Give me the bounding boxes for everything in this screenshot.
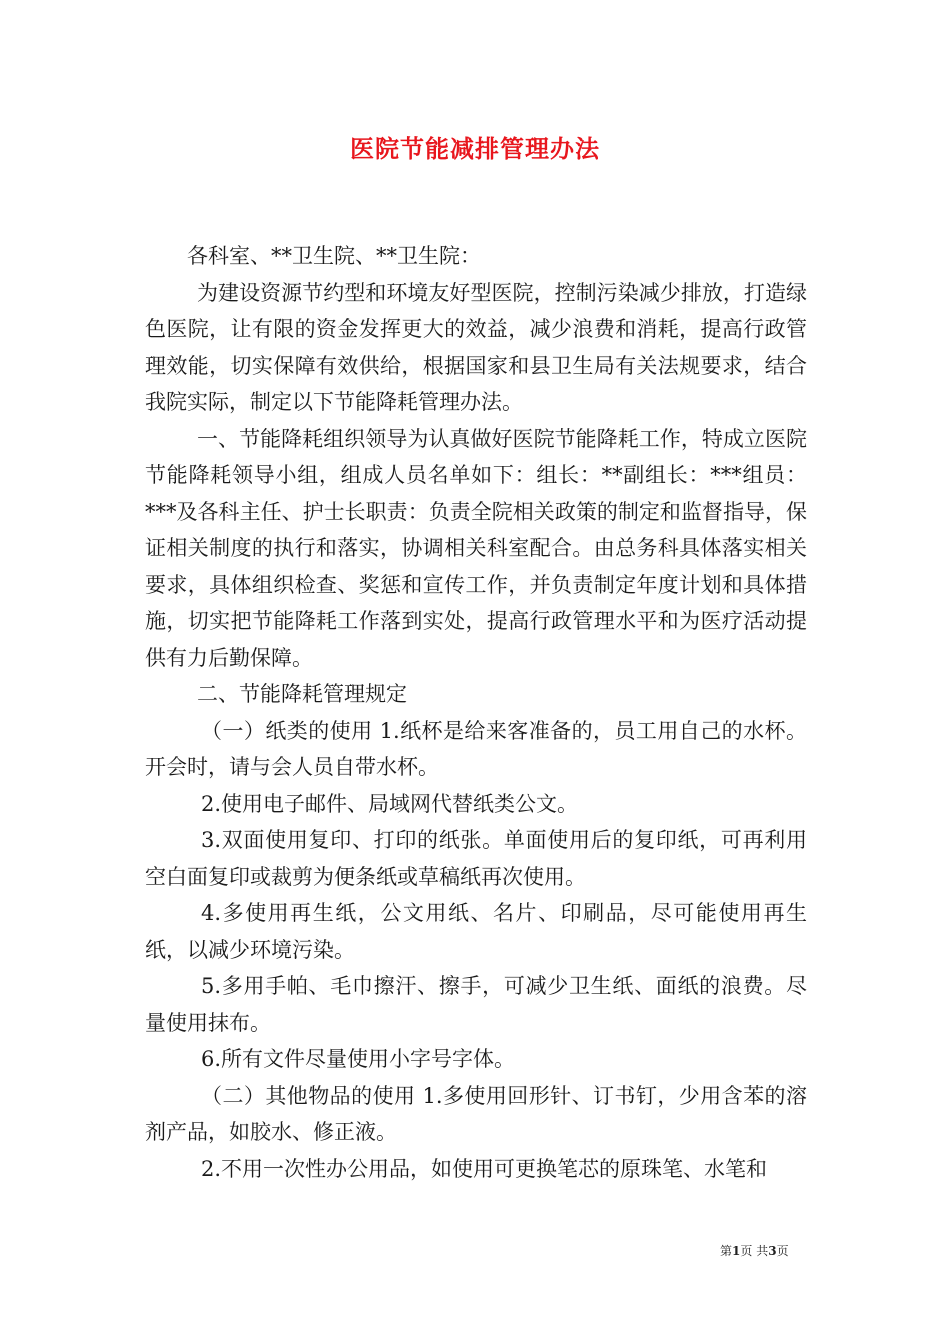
paragraph-section-1: 一、节能降耗组织领导为认真做好医院节能降耗工作，特成立医院节能降耗领导小组，组成人员名单如下：组长：**副组长：***组员：***及各科主任、护士长职责：负责全院相关政策的制定和监督指导，保证相关制度的执行和落实，协调相关科室配合。由总务科具体落实相关要求，具体组织检查、奖惩和宣传工作，并负责制定年度计划和具体措施，切实把节能降耗工作落到实处，提高行政管理水平和为医疗活动提供有力后勤保障。	[145, 426, 807, 670]
footer-suffix: 页	[776, 1244, 789, 1258]
total-pages-number: 3	[768, 1244, 777, 1258]
page-footer	[720, 1243, 810, 1259]
document-body	[145, 238, 807, 1187]
salutation: 各科室、**卫生院、**卫生院：	[187, 244, 481, 268]
footer-middle: 页 共	[740, 1244, 769, 1258]
document-title: 医院节能减排管理办法	[350, 134, 600, 163]
paragraph-paper-use-3: 3.双面使用复印、打印的纸张。单面使用后的复印纸，可再利用空白面复印或裁剪为便条纸或草稿纸再次使用。	[145, 828, 807, 889]
paragraph-paper-use-6: 6.所有文件尽量使用小字号字体。	[201, 1047, 516, 1071]
paragraph-paper-use-1: （一）纸类的使用 1.纸杯是给来客准备的，员工用自己的水杯。开会时，请与会人员自带水杯。	[145, 718, 807, 779]
footer-prefix: 第	[720, 1244, 733, 1258]
current-page-number: 1	[732, 1244, 741, 1258]
paragraph-intro: 为建设资源节约型和环境友好型医院，控制污染减少排放，打造绿色医院，让有限的资金发挥更大的效益，减少浪费和消耗，提高行政管理效能，切实保障有效供给，根据国家和县卫生局有关法规要求，结合我院实际，制定以下节能降耗管理办法。	[145, 280, 807, 414]
paragraph-paper-use-2: 2.使用电子邮件、局域网代替纸类公文。	[201, 791, 579, 816]
paragraph-paper-use-5: 5.多用手帕、毛巾擦汗、擦手，可减少卫生纸、面纸的浪费。尽量使用抹布。	[145, 974, 807, 1035]
paragraph-paper-use-4: 4.多使用再生纸，公文用纸、名片、印刷品，尽可能使用再生纸，以减少环境污染。	[145, 901, 807, 962]
paragraph-other-items-2: 2.不用一次性办公用品，如使用可更换笔芯的原珠笔、水笔和	[201, 1156, 768, 1181]
paragraph-section-2-heading: 二、节能降耗管理规定	[197, 682, 407, 706]
paragraph-other-items-1: （二）其他物品的使用 1.多使用回形针、订书钉，少用含苯的溶剂产品，如胶水、修正液。	[145, 1083, 807, 1144]
